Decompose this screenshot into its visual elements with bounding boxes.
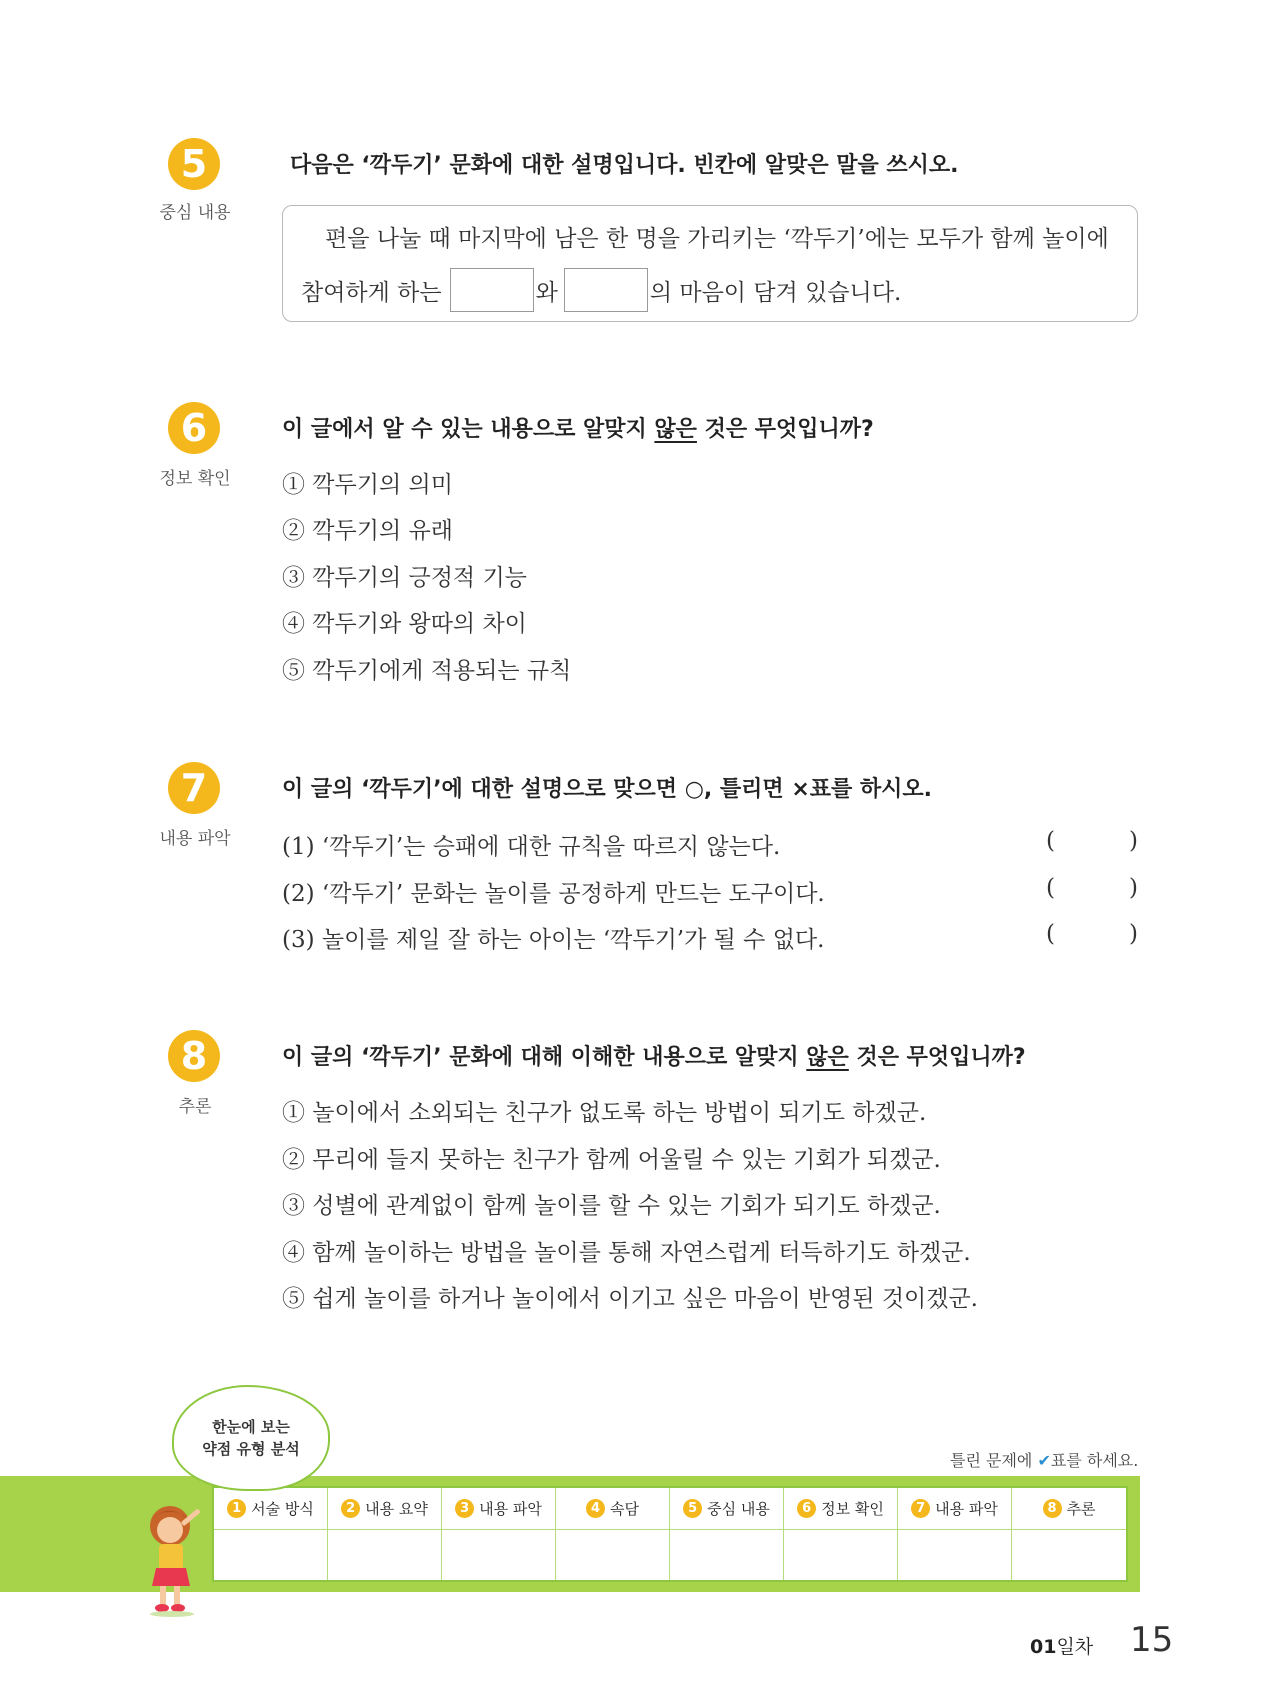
question-6-option-1[interactable]: ① 깍두기의 의미 — [282, 472, 453, 498]
paren-open: ( — [1046, 828, 1055, 854]
question-7-tag: 내용 파악 — [159, 829, 231, 849]
question-8-option-5[interactable]: ⑤ 쉽게 놀이를 하거나 놀이에서 이기고 싶은 마음이 반영된 것이겠군. — [282, 1286, 978, 1312]
number-badge: 3 — [455, 1499, 474, 1518]
day-indicator — [1030, 1632, 1093, 1659]
question-6-title — [282, 412, 874, 443]
analysis-check-cell-1[interactable] — [214, 1530, 328, 1580]
header-label: 내용 파악 — [479, 1500, 542, 1518]
question-6-number: 6 — [168, 402, 220, 454]
note-text: 표를 하세요. — [1050, 1451, 1139, 1470]
analysis-instruction — [950, 1448, 1138, 1471]
analysis-check-cell-4[interactable] — [556, 1530, 670, 1580]
analysis-header-2 — [328, 1488, 442, 1530]
title-text: 이 글에서 알 수 있는 내용으로 알맞지 — [282, 417, 655, 442]
passage-text-b: 와 — [535, 279, 558, 306]
question-5-title: 다음은 ‘깍두기’ 문화에 대한 설명입니다. 빈칸에 알맞은 말을 쓰시오. — [290, 153, 959, 178]
analysis-check-cell-7[interactable] — [898, 1530, 1012, 1580]
question-6-option-4[interactable]: ④ 깍두기와 왕따의 차이 — [282, 611, 527, 637]
number-badge: 2 — [341, 1499, 360, 1518]
question-7-title: 이 글의 ‘깍두기’에 대한 설명으로 맞으면 ○, 틀리면 ×표를 하시오. — [282, 777, 933, 802]
answer-parens-2[interactable] — [1046, 875, 1138, 901]
analysis-check-cell-3[interactable] — [442, 1530, 556, 1580]
question-8-option-4[interactable]: ④ 함께 놀이하는 방법을 놀이를 통해 자연스럽게 터득하기도 하겠군. — [282, 1240, 971, 1266]
answer-parens-3[interactable] — [1046, 921, 1138, 947]
number-badge: 7 — [911, 1499, 930, 1518]
header-label: 추론 — [1066, 1500, 1096, 1518]
analysis-header-5 — [670, 1488, 784, 1530]
question-6-tag: 정보 확인 — [159, 469, 231, 489]
question-7-item-3: (3) 놀이를 제일 잘 하는 아이는 ‘깍두기’가 될 수 없다. — [282, 927, 825, 953]
analysis-header-6 — [784, 1488, 898, 1530]
analysis-cloud-label — [172, 1385, 330, 1491]
answer-blank-1[interactable] — [450, 268, 534, 312]
passage-line-2 — [301, 268, 901, 312]
day-label: 일차 — [1056, 1636, 1094, 1658]
title-text: 것은 무엇입니까? — [696, 417, 874, 442]
paren-open: ( — [1046, 875, 1055, 901]
passage-line-1: 편을 나눌 때 마지막에 남은 한 명을 가리키는 ‘깍두기’에는 모두가 함께 놀이에 — [325, 226, 1109, 252]
analysis-header-7 — [898, 1488, 1012, 1530]
question-5-passage-box — [282, 205, 1138, 322]
passage-text-a: 참여하게 하는 — [301, 279, 442, 306]
check-icon: ✔ — [1037, 1451, 1051, 1470]
title-underlined: 않은 — [654, 417, 697, 442]
header-label: 내용 요약 — [365, 1500, 428, 1518]
question-5-tag: 중심 내용 — [159, 203, 231, 223]
answer-blank-2[interactable] — [564, 268, 648, 312]
header-label: 내용 파악 — [935, 1500, 998, 1518]
title-text: 이 글의 ‘깍두기’ 문화에 대해 이해한 내용으로 알맞지 — [282, 1045, 807, 1070]
title-underlined: 않은 — [806, 1045, 849, 1070]
question-6-option-5[interactable]: ⑤ 깍두기에게 적용되는 규칙 — [282, 658, 572, 684]
analysis-check-cell-5[interactable] — [670, 1530, 784, 1580]
question-7-item-2: (2) ‘깍두기’ 문화는 놀이를 공정하게 만드는 도구이다. — [282, 881, 825, 907]
page-number: 15 — [1130, 1620, 1174, 1660]
cloud-line-1: 한눈에 보는 — [212, 1418, 290, 1436]
question-7-number: 7 — [168, 762, 220, 814]
question-8-option-1[interactable]: ① 놀이에서 소외되는 친구가 없도록 하는 방법이 되기도 하겠군. — [282, 1100, 927, 1126]
question-6-option-3[interactable]: ③ 깍두기의 긍정적 기능 — [282, 565, 527, 591]
question-8-tag: 추론 — [178, 1097, 212, 1117]
question-5-number: 5 — [168, 138, 220, 190]
question-8-number: 8 — [168, 1030, 220, 1082]
paren-close: ) — [1129, 828, 1138, 854]
analysis-table — [212, 1486, 1128, 1582]
note-text: 틀린 문제에 — [950, 1451, 1038, 1470]
number-badge: 4 — [586, 1499, 605, 1518]
cloud-line-2: 약점 유형 분석 — [202, 1440, 300, 1458]
header-label: 중심 내용 — [707, 1500, 770, 1518]
question-6-option-2[interactable]: ② 깍두기의 유래 — [282, 518, 453, 544]
number-badge: 5 — [683, 1499, 702, 1518]
paren-close: ) — [1129, 921, 1138, 947]
analysis-header-4 — [556, 1488, 670, 1530]
answer-parens-1[interactable] — [1046, 828, 1138, 854]
number-badge: 6 — [797, 1499, 816, 1518]
paren-close: ) — [1129, 875, 1138, 901]
question-7-item-1: (1) ‘깍두기’는 승패에 대한 규칙을 따르지 않는다. — [282, 834, 781, 860]
header-label: 정보 확인 — [821, 1500, 884, 1518]
analysis-header-8 — [1012, 1488, 1126, 1530]
analysis-check-cell-6[interactable] — [784, 1530, 898, 1580]
girl-illustration — [140, 1500, 210, 1618]
number-badge: 1 — [227, 1499, 246, 1518]
analysis-check-cell-8[interactable] — [1012, 1530, 1126, 1580]
analysis-header-3 — [442, 1488, 556, 1530]
header-label: 서술 방식 — [251, 1500, 314, 1518]
header-label: 속담 — [610, 1500, 639, 1518]
question-8-option-3[interactable]: ③ 성별에 관계없이 함께 놀이를 할 수 있는 기회가 되기도 하겠군. — [282, 1193, 941, 1219]
question-8-option-2[interactable]: ② 무리에 들지 못하는 친구가 함께 어울릴 수 있는 기회가 되겠군. — [282, 1147, 941, 1173]
analysis-check-cell-2[interactable] — [328, 1530, 442, 1580]
number-badge: 8 — [1043, 1499, 1062, 1518]
analysis-header-1 — [214, 1488, 328, 1530]
title-text: 것은 무엇입니까? — [848, 1045, 1026, 1070]
day-number: 01 — [1030, 1636, 1057, 1658]
question-8-title — [282, 1040, 1026, 1071]
paren-open: ( — [1046, 921, 1055, 947]
passage-text-c: 의 마음이 담겨 있습니다. — [649, 279, 902, 306]
